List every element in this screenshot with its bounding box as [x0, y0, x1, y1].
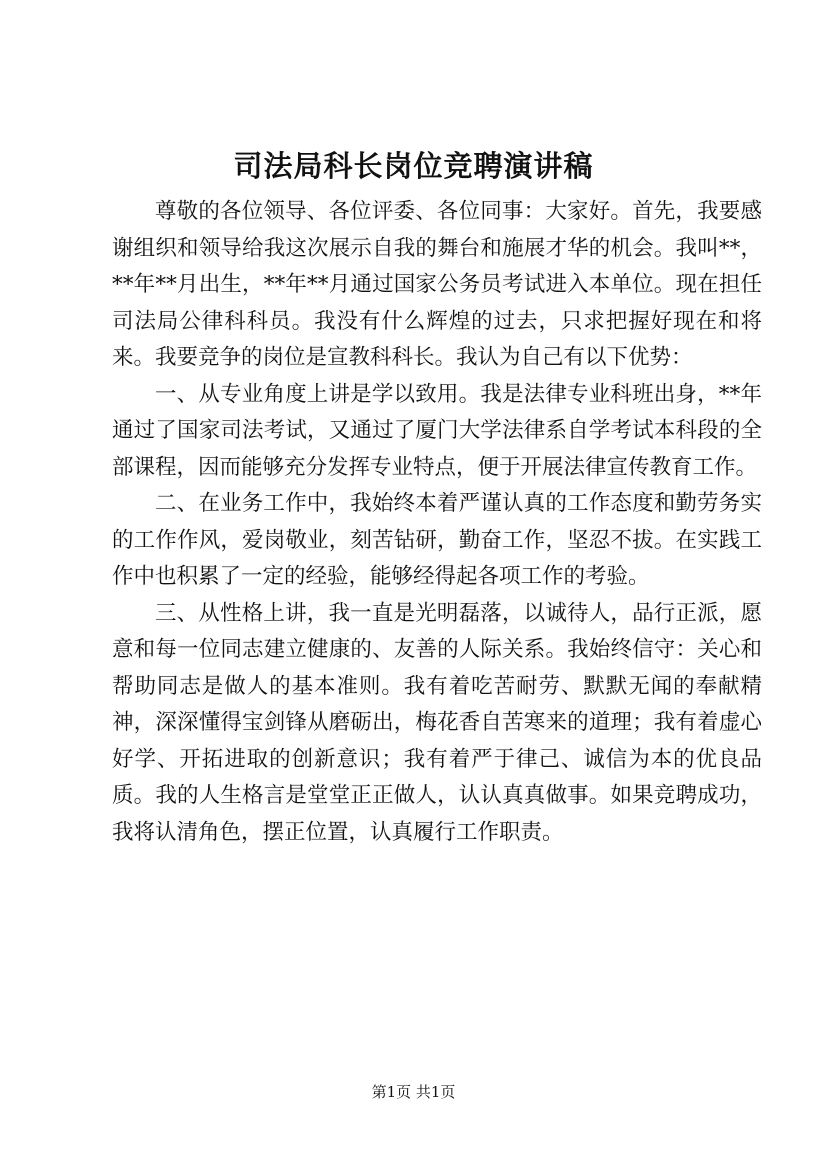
paragraph-point-one: 一、从专业角度上讲是学以致用。我是法律专业科班出身，**年通过了国家司法考试，又通过了厦门大学法律系自学考试本科段的全部课程，因而能够充分发挥专业特点，便于开展法律宣传教育工作。 [112, 381, 762, 480]
page-number-footer: 第1页 共1页 [371, 1083, 456, 1101]
paragraph-point-three: 三、从性格上讲，我一直是光明磊落，以诚待人，品行正派，愿意和每一位同志建立健康的、友善的人际关系。我始终信守：关心和帮助同志是做人的基本准则。我有着吃苦耐劳、默默无闻的奉献精神，深深懂得宝剑锋从磨砺出，梅花香自苦寒来的道理；我有着虚心好学、开拓进取的创新意识；我有着严于律己、诚信为本的优良品质。我的人生格言是堂堂正正做人，认认真真做事。如果竞聘成功，我将认清角色，摆正位置，认真履行工作职责。 [112, 600, 762, 845]
paragraph-point-two: 二、在业务工作中，我始终本着严谨认真的工作态度和勤劳务实的工作作风，爱岗敬业，刻苦钻研，勤奋工作，坚忍不拔。在实践工作中也积累了一定的经验，能够经得起各项工作的考验。 [112, 491, 762, 589]
document-body [112, 194, 762, 851]
paragraph-opening: 尊敬的各位领导、各位评委、各位同事：大家好。首先，我要感谢组织和领导给我这次展示自我的舞台和施展才华的机会。我叫**，**年**月出生，**年**月通过国家公务员考试进入本单位。现在担任司法局公律科科员。我没有什么辉煌的过去，只求把握好现在和将来。我要竞争的岗位是宣教科科长。我认为自己有以下优势： [112, 199, 762, 370]
document-title: 司法局科长岗位竞聘演讲稿 [233, 149, 594, 183]
